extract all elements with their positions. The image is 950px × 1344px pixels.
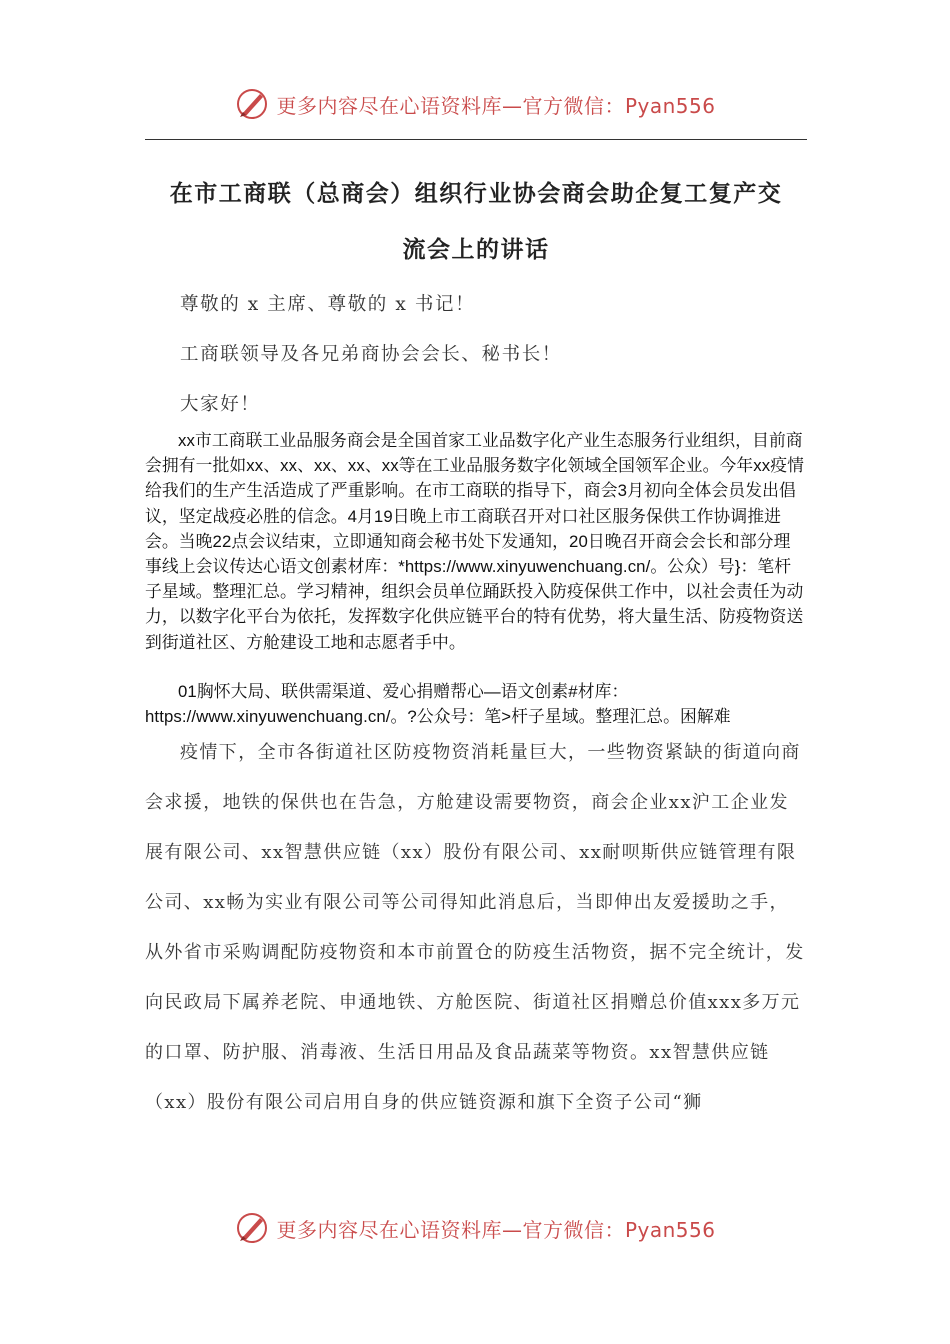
body-paragraph-1: xx市工商联工业品服务商会是全国首家工业品数字化产业生态服务行业组织，目前商会拥有一批如xx、xx、xx、xx、xx等在工业品服务数字化领域全国领军企业。今年xx疫情给我们的生产生活造成了严重影响。在市工商联的指导下，商会3月初向全体会员发出倡议，坚定战疫必胜的信念。4月19日晚上市工商联召开对口社区服务保供工作协调推进会。当晚22点会议结束，立即通知商会秘书处下发通知，20日晚召开商会会长和部分理事线上会议传达心语文创素材库：*https://www.xinyuwenchuang.cn/。公众）号}：笔杆子星域。整理汇总。学习精神，组织会员单位踊跃投入防疫保供工作中，以社会责任为动力，以数字化平台为依托，发挥数字化供应链平台的特有优势，将大量生活、防疫物资送到街道社区、方舱建设工地和志愿者手中。 xyxy=(145,431,804,652)
banner-text: 更多内容尽在心语资料库—官方微信：Pyan556 xyxy=(276,93,716,118)
title-line-1: 在市工商联（总商会）组织行业协会商会助企复工复产交 xyxy=(169,181,783,207)
pen-circle-logo-icon xyxy=(234,1210,270,1246)
document-title xyxy=(145,166,807,278)
body-paragraph-3: 疫情下，全市各街道社区防疫物资消耗量巨大，一些物资紧缺的街道向商会求援，地铁的保供也在告急，方舱建设需要物资，商会企业xx沪工企业发展有限公司、xx智慧供应链（xx）股份有限公司、xx耐呗斯供应链管理有限公司、xx畅为实业有限公司等公司得知此消息后，当即伸出友爱援助之手，从外省市采购调配防疫物资和本市前置仓的防疫生活物资，据不完全统计，发向民政局下属养老院、申通地铁、方舱医院、街道社区捐赠总价值xxx多万元的口罩、防护服、消毒液、生活日用品及食品蔬菜等物资。xx智慧供应链（xx）股份有限公司启用自身的供应链资源和旗下全资子公司“狮 xyxy=(145,742,805,1113)
greeting-line: 大家好！ xyxy=(180,394,261,415)
body-paragraph-2: 01胸怀大局、联供需渠道、爱心捐赠帮心—语文创素#材库：https://www.xinyuwenchuang.cn/。?公众号：笔>杆子星域。整理汇总。困解难 xyxy=(145,682,731,727)
greeting-line: 工商联领导及各兄弟商协会会长、秘书长！ xyxy=(180,344,562,365)
footer-banner xyxy=(0,1208,950,1248)
title-line-2: 流会上的讲话 xyxy=(402,237,550,263)
header-banner xyxy=(0,84,950,124)
banner-text: 更多内容尽在心语资料库—官方微信：Pyan556 xyxy=(276,1217,716,1242)
pen-circle-logo-icon xyxy=(234,86,270,122)
greeting-line: 尊敬的 x 主席、尊敬的 x 书记！ xyxy=(180,294,476,315)
header-divider xyxy=(145,139,807,140)
